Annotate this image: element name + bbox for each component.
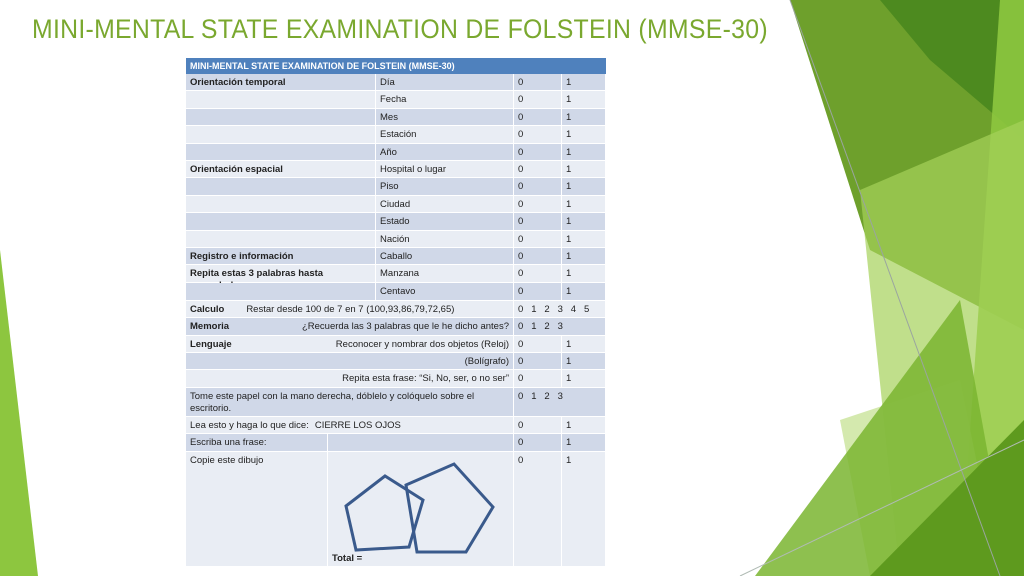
table-cell: 0	[514, 231, 562, 248]
table-cell: Orientación espacial	[186, 161, 376, 178]
calculo-label: Calculo	[190, 303, 225, 315]
table-cell: Copie este dibujo	[186, 452, 328, 567]
table-row-copie	[186, 452, 606, 567]
table-cell: 0	[514, 178, 562, 195]
table-cell	[186, 336, 514, 353]
table-cell: 1	[562, 74, 606, 91]
table-cell: Repita estas 3 palabras hasta	[186, 265, 376, 283]
table-cell: 0	[514, 370, 562, 387]
table-cell: 1	[562, 231, 606, 248]
table-header	[186, 58, 606, 74]
green-facet-left	[0, 250, 38, 576]
table-row	[186, 283, 606, 300]
table-cell: 1	[562, 353, 606, 370]
table-cell: 1	[562, 370, 606, 387]
table-cell	[186, 283, 376, 300]
table-cell: Año	[376, 144, 514, 161]
table-cell	[186, 144, 376, 161]
table-cell: 1	[562, 109, 606, 126]
table-row-memoria	[186, 318, 606, 335]
table-cell: 1	[562, 126, 606, 143]
table-cell: 0	[514, 434, 562, 451]
total-label: Total =	[332, 552, 363, 564]
table-cell	[186, 213, 376, 230]
table-row-calculo	[186, 301, 606, 318]
table-cell: 0	[514, 126, 562, 143]
table-cell: Registro e información	[186, 248, 376, 265]
table-row	[186, 248, 606, 265]
table-cell: (Bolígrafo)	[186, 353, 514, 370]
lea-text: Lea esto y haga lo que dice:	[190, 419, 309, 431]
table-cell: Centavo	[376, 283, 514, 300]
table-cell: 0	[514, 353, 562, 370]
table-cell	[186, 178, 376, 195]
table-cell: Caballo	[376, 248, 514, 265]
table-row	[186, 126, 606, 143]
table-cell: 0	[514, 196, 562, 213]
table-cell: 1	[562, 434, 606, 451]
table-cell: Repita esta frase: “Si, No, ser, o no ser”	[186, 370, 514, 387]
table-row	[186, 178, 606, 195]
table-cell	[186, 417, 514, 434]
table-cell: 1	[562, 178, 606, 195]
lenguaje-label: Lenguaje	[190, 338, 232, 350]
table-cell	[186, 301, 514, 318]
table-row-escriba	[186, 434, 606, 451]
slide-title: MINI-MENTAL STATE EXAMINATION DE FOLSTEIN (MMSE-30)	[32, 14, 768, 44]
table-cell: 0	[514, 109, 562, 126]
table-cell: 0	[514, 161, 562, 178]
table-cell: 0	[514, 213, 562, 230]
table-cell	[328, 434, 514, 451]
table-row	[186, 196, 606, 213]
memoria-text: ¿Recuerda las 3 palabras que le he dicho antes?	[301, 321, 509, 333]
table-cell	[186, 91, 376, 108]
table-cell: 0 1 2 3 4 5	[514, 301, 606, 318]
table-cell: Tome este papel con la mano derecha, dóblelo y colóquelo sobre el escritorio.	[186, 388, 514, 417]
calculo-text: Restar desde 100 de 7 en 7 (100,93,86,79,72,65)	[246, 303, 455, 315]
lenguaje-text: Reconocer y nombrar dos objetos (Reloj)	[335, 338, 509, 350]
table-cell: 1	[562, 91, 606, 108]
table-cell: Estación	[376, 126, 514, 143]
table-cell: 1	[562, 417, 606, 434]
table-cell: Orientación temporal	[186, 74, 376, 91]
table-cell: 0	[514, 144, 562, 161]
table-row	[186, 265, 606, 283]
table-cell: Escriba una frase:	[186, 434, 328, 451]
table-cell: 1	[562, 265, 606, 283]
table-cell	[186, 196, 376, 213]
table-row	[186, 74, 606, 91]
table-cell: 0	[514, 283, 562, 300]
table-row	[186, 161, 606, 178]
table-cell: 1	[562, 144, 606, 161]
table-cell: 1	[562, 283, 606, 300]
table-cell: Estado	[376, 213, 514, 230]
table-cell: 0	[514, 452, 562, 567]
table-cell: 1	[562, 452, 606, 567]
table-cell: Ciudad	[376, 196, 514, 213]
table-cell	[186, 318, 514, 335]
table-row-repita	[186, 370, 606, 387]
table-cell: Nación	[376, 231, 514, 248]
table-cell: 0 1 2 3	[514, 388, 606, 417]
table-cell: 0	[514, 91, 562, 108]
table-cell	[186, 109, 376, 126]
table-cell: Hospital o lugar	[376, 161, 514, 178]
table-cell: Piso	[376, 178, 514, 195]
table-cell	[186, 231, 376, 248]
table-cell	[186, 126, 376, 143]
table-cell: Fecha	[376, 91, 514, 108]
pentagon-right	[406, 464, 493, 552]
table-row	[186, 144, 606, 161]
table-row-tome	[186, 388, 606, 417]
table-cell: 1	[562, 336, 606, 353]
overlapping-pentagons-drawing	[328, 452, 514, 567]
table-row	[186, 213, 606, 230]
table-cell: 0	[514, 248, 562, 265]
table-row-lenguaje	[186, 336, 606, 353]
table-header-text: MINI-MENTAL STATE EXAMINATION DE FOLSTEIN (MMSE-30)	[190, 61, 455, 71]
table-cell: Mes	[376, 109, 514, 126]
copie-drawing-cell	[328, 452, 514, 567]
table-cell: 0	[514, 74, 562, 91]
table-cell: 0 1 2 3	[514, 318, 606, 335]
table-cell: 1	[562, 248, 606, 265]
table-cell: 1	[562, 213, 606, 230]
table-row	[186, 91, 606, 108]
table-cell: Día	[376, 74, 514, 91]
table-row	[186, 109, 606, 126]
table-row-lea	[186, 417, 606, 434]
table-cell: 0	[514, 265, 562, 283]
lea-instruction: CIERRE LOS OJOS	[314, 419, 401, 431]
table-cell: 1	[562, 196, 606, 213]
table-cell: Manzana	[376, 265, 514, 283]
table-cell: 0	[514, 417, 562, 434]
table-cell: 0	[514, 336, 562, 353]
table-row	[186, 231, 606, 248]
table-row-boligrafo	[186, 353, 606, 370]
memoria-label: Memoria	[190, 321, 230, 333]
table-cell: 1	[562, 161, 606, 178]
